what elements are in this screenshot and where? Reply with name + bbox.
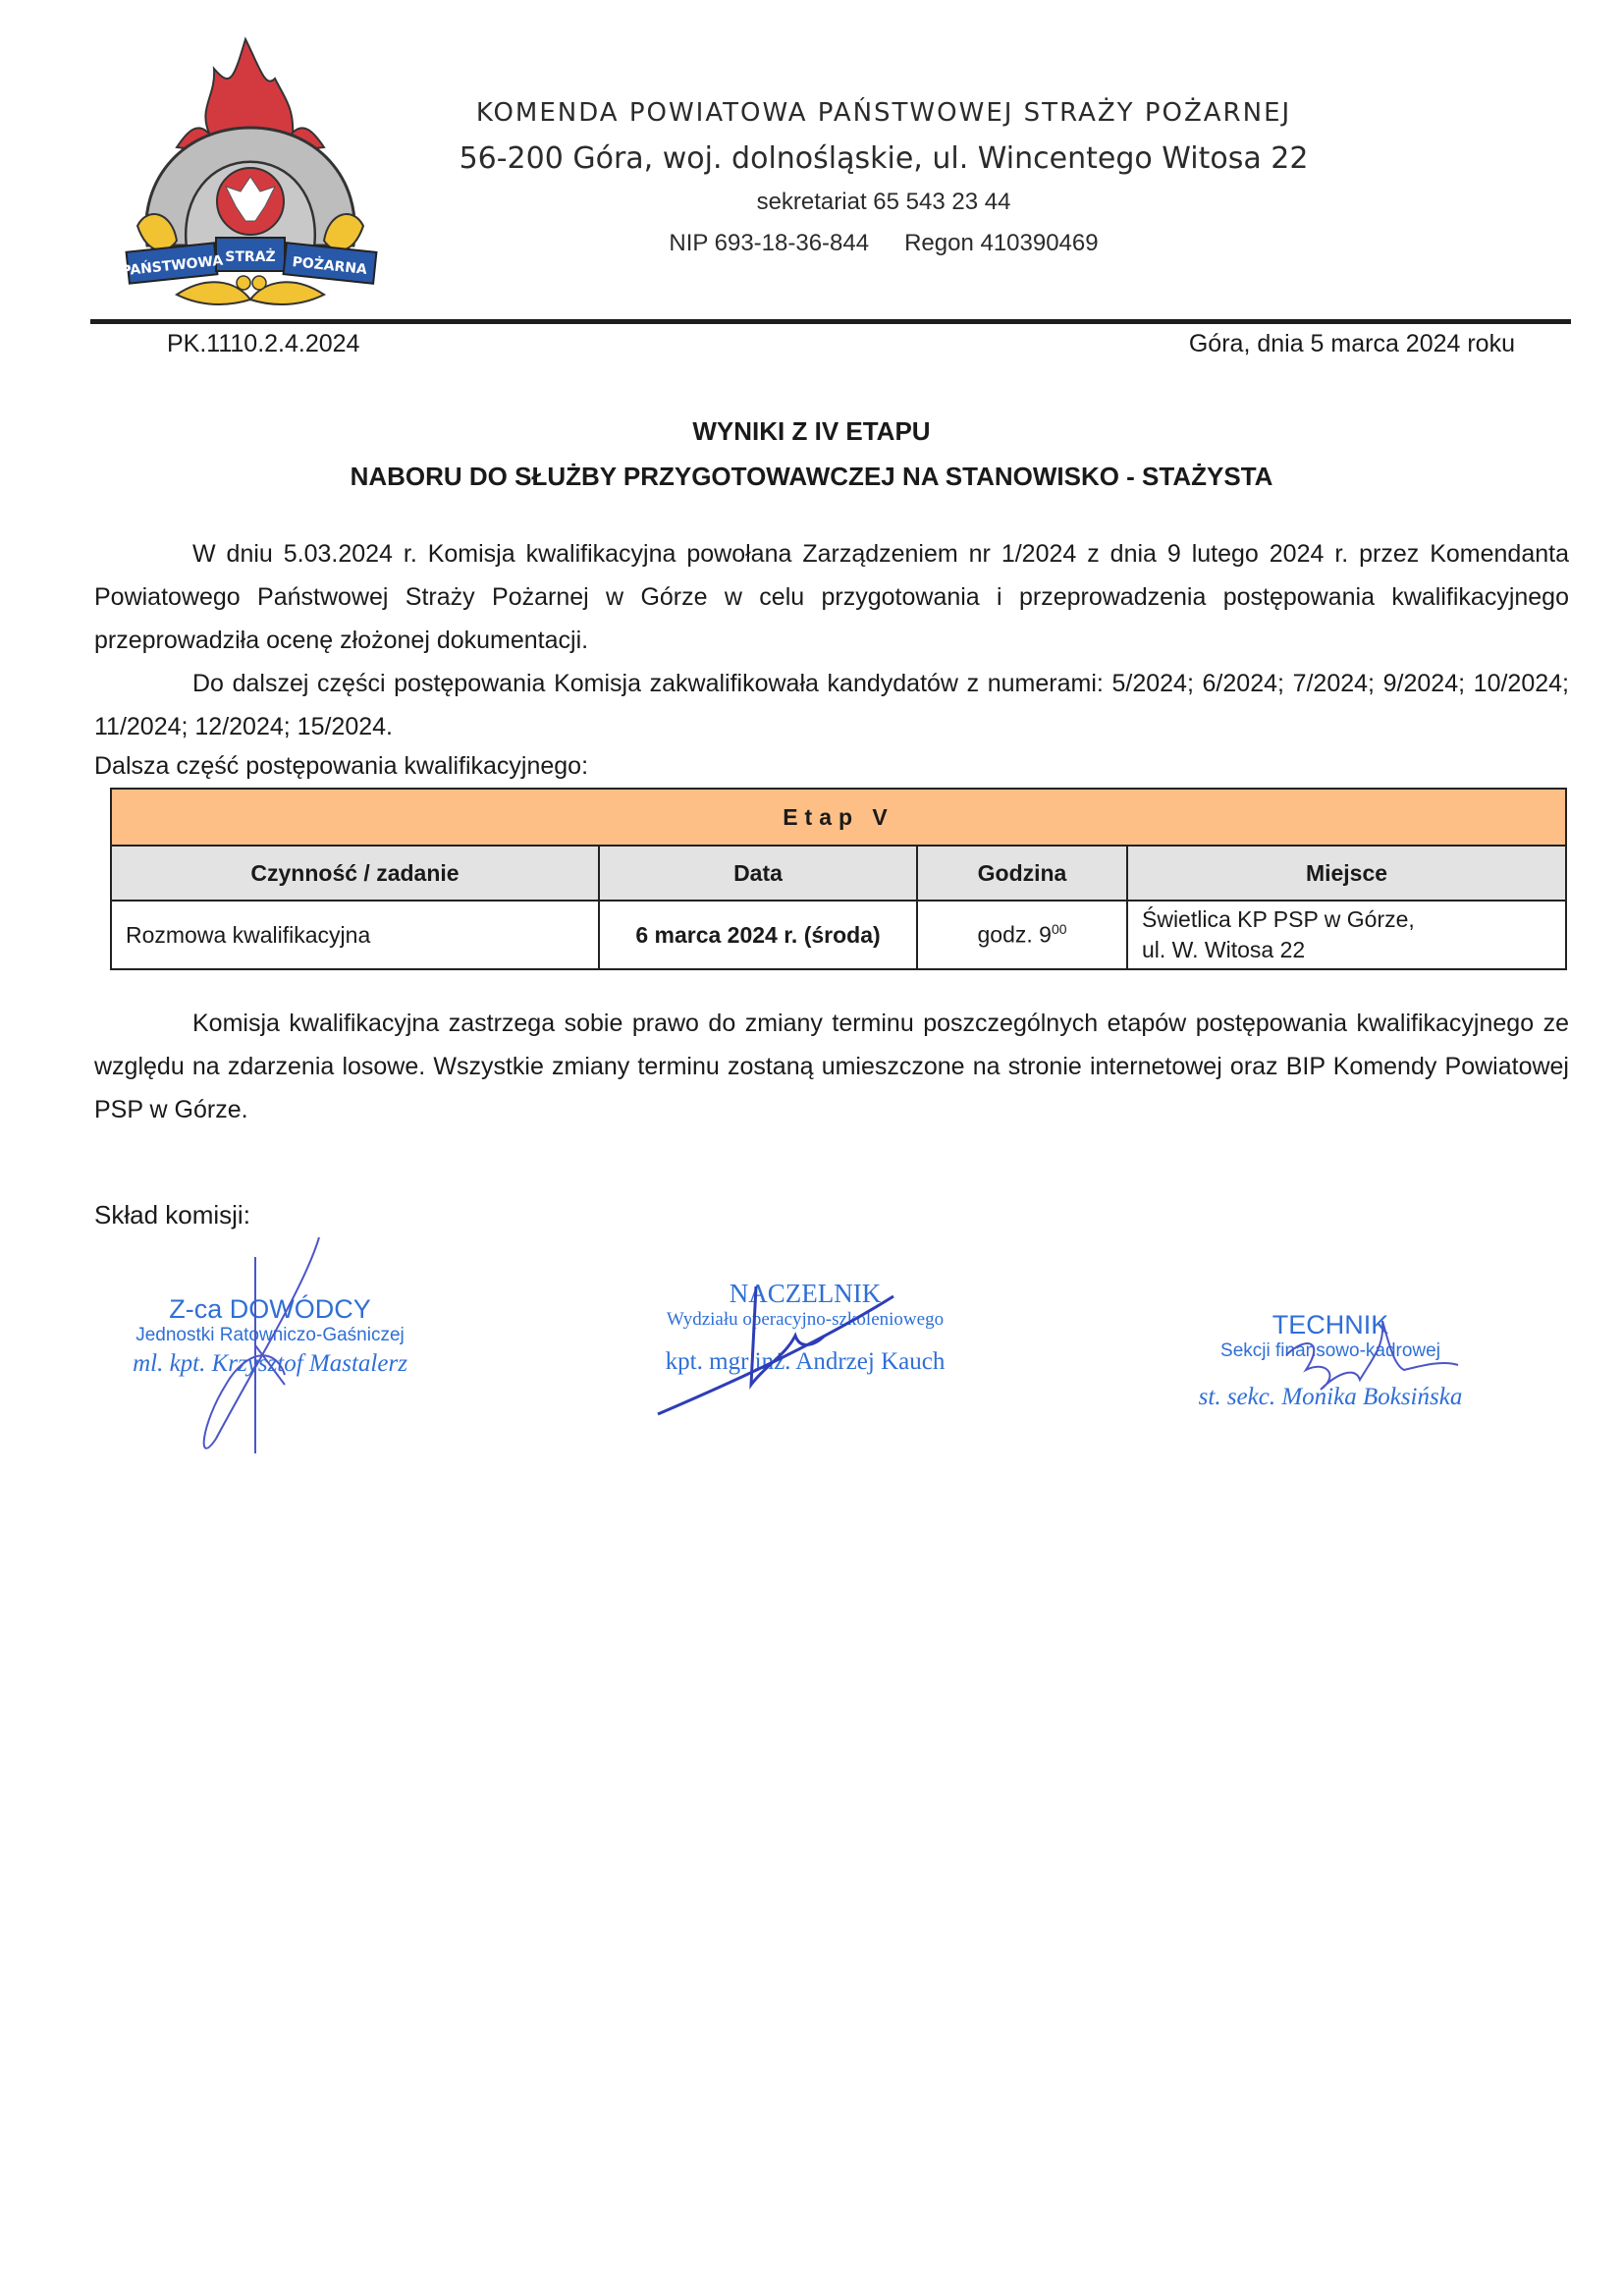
svg-text:POŻARNA: POŻARNA — [291, 254, 368, 278]
document-title: WYNIKI Z IV ETAPU — [692, 416, 931, 446]
paragraph-qualified: Do dalszej części postępowania Komisja zakwalifikowała kandydatów z numerami: 5/2024; 6/2024; 7/2024; 9/2024; 10/2024; 11/2024; 12/2024; 15/2024. — [94, 670, 1569, 740]
svg-text:STRAŻ: STRAŻ — [225, 249, 276, 265]
member-1-unit: Jednostki Ratowniczo-Gaśniczej — [135, 1325, 405, 1345]
regon: Regon 410390469 — [904, 230, 1099, 256]
organization-phone: sekretariat 65 543 23 44 — [756, 189, 1011, 215]
paragraph-disclaimer: Komisja kwalifikacyjna zastrzega sobie prawo do zmiany terminu poszczególnych etapów postępowania kwalifikacyjnego ze względu na zdarzenia losowe. Wszystkie zmiany terminu zostaną umieszczone na stronie internetowej oraz BIP Komendy Powiatowej PSP w Górze. — [94, 1010, 1569, 1123]
member-2-unit: Wydziału operacyjno-szkoleniowego — [666, 1309, 945, 1330]
column-header-date: Data — [599, 846, 917, 901]
committee-label: Skład komisji: — [94, 1200, 250, 1230]
paragraph-intro: W dniu 5.03.2024 r. Komisja kwalifikacyjna powołana Zarządzeniem nr 1/2024 z dnia 9 lutego 2024 r. przez Komendanta Powiatowego Państwowej Straży Pożarnej w Górze w celu przygotowania i przeprowadzenia postępowania kwalifikacyjnego przeprowadziła ocenę złożonej dokumentacji. — [94, 540, 1569, 654]
signature-icon — [177, 1228, 334, 1483]
svg-text:PAŃSTWOWA: PAŃSTWOWA — [120, 252, 224, 280]
column-header-time: Godzina — [917, 846, 1127, 901]
member-3-unit: Sekcji finansowo-kadrowej — [1220, 1340, 1440, 1361]
member-2-position: NACZELNIK — [729, 1279, 882, 1308]
table-lead: Dalsza część postępowania kwalifikacyjnego: — [94, 752, 589, 780]
table-row — [111, 901, 1566, 969]
member-2-name: kpt. mgr inż. Andrzej Kauch — [665, 1348, 946, 1375]
place-date: Góra, dnia 5 marca 2024 roku — [1188, 330, 1515, 357]
task-cell: Rozmowa kwalifikacyjna — [111, 901, 599, 969]
member-1-name: ml. kpt. Krzysztof Mastalerz — [133, 1350, 407, 1377]
stage-title: Etap V — [111, 789, 1566, 846]
member-1-position: Z-ca DOWÓDCY — [169, 1294, 371, 1324]
nip: NIP 693-18-36-844 — [669, 230, 870, 256]
reference-number: PK.1110.2.4.2024 — [167, 330, 360, 357]
time-cell: godz. $9^{00}$ — [917, 901, 1127, 969]
organization-ids — [393, 230, 1375, 257]
date-cell: 6 marca 2024 r. (środa) — [599, 901, 917, 969]
column-header-place: Miejsce — [1127, 846, 1566, 901]
document-subtitle: NABORU DO SŁUŻBY PRZYGOTOWAWCZEJ NA STANOWISKO - STAŻYSTA — [350, 462, 1273, 491]
column-header-task: Czynność / zadanie — [111, 846, 599, 901]
member-3-name: st. sekc. Monika Boksińska — [1198, 1384, 1463, 1410]
schedule-table — [110, 788, 1567, 970]
organization-name: KOMENDA POWIATOWA PAŃSTWOWEJ STRAŻY POŻARNEJ — [475, 98, 1292, 128]
place-cell: Świetlica KP PSP w Górze, ul. W. Witosa 22 — [1127, 901, 1566, 969]
signature-icon — [1267, 1316, 1463, 1414]
psp-emblem-icon — [118, 29, 383, 314]
member-3-position: TECHNIK — [1271, 1310, 1389, 1339]
organization-address: 56-200 Góra, woj. dolnośląskie, ul. Wincentego Witosa 22 — [459, 141, 1309, 176]
signature-icon — [648, 1277, 903, 1424]
header-divider — [90, 319, 1571, 324]
